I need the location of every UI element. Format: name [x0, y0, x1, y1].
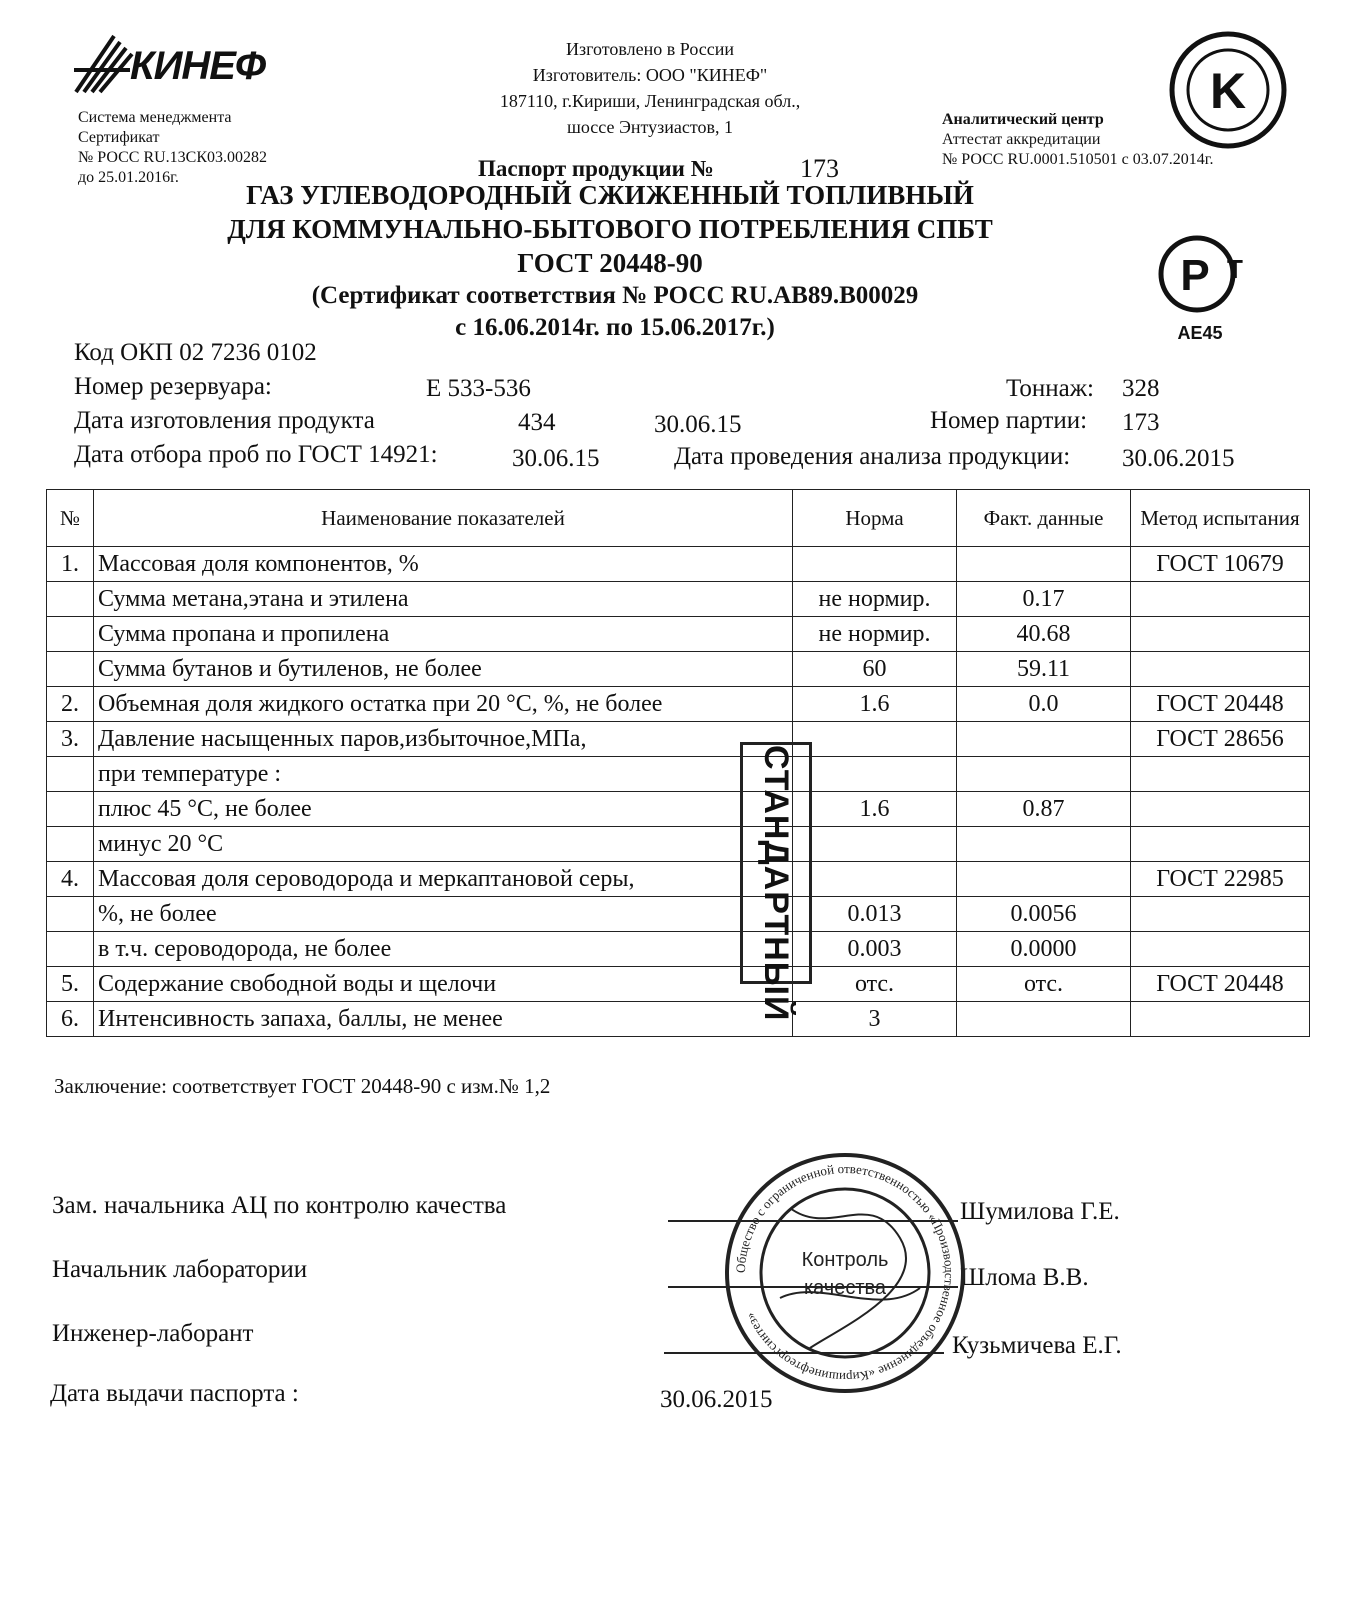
title-line: ДЛЯ КОММУНАЛЬНО-БЫТОВОГО ПОТРЕБЛЕНИЯ СПБТ — [227, 214, 993, 244]
qms-line: до 25.01.2016г. — [78, 169, 179, 186]
row-name: плюс 45 °С, не более — [94, 792, 793, 827]
batch-value: 173 — [1122, 409, 1160, 436]
signature-name: Кузьмичева Е.Г. — [952, 1332, 1122, 1359]
batch-label: Номер партии: — [930, 407, 1088, 434]
quality-indicators-table — [46, 489, 1310, 1037]
row-name: при температуре : — [94, 757, 793, 792]
analysis-date-label: Дата проведения анализа продукции: — [674, 443, 1071, 470]
qms-certificate — [78, 108, 378, 188]
col-header-name: Наименование показателей — [94, 490, 793, 547]
signature-role: Зам. начальника АЦ по контролю качества — [52, 1192, 507, 1219]
mfg-code: 434 — [518, 409, 556, 436]
row-fact: 0.17 — [957, 582, 1131, 617]
table-row — [47, 897, 1310, 932]
table-row — [47, 967, 1310, 1002]
manufacturer-block — [420, 36, 880, 140]
row-method — [1131, 617, 1310, 652]
maker-line: Изготовитель: ООО "КИНЕФ" — [532, 65, 768, 85]
row-method — [1131, 652, 1310, 687]
stamp-center-line-1: Контроль — [801, 1249, 889, 1271]
mfg-date: 30.06.15 — [654, 411, 742, 438]
table-row — [47, 757, 1310, 792]
mfg-date-label: Дата изготовления продукта — [74, 407, 375, 434]
row-name: Интенсивность запаха, баллы, не менее — [94, 1002, 793, 1037]
signature-role: Начальник лаборатории — [52, 1256, 308, 1283]
col-header-number: № — [47, 490, 94, 547]
row-norm: отс. — [793, 967, 957, 1002]
col-header-fact: Факт. данные — [957, 490, 1131, 547]
title-line: ГОСТ 20448-90 — [517, 248, 703, 278]
row-number: 1. — [47, 547, 94, 582]
conclusion: Заключение: соответствует ГОСТ 20448-90 с изм.№ 1,2 — [54, 1074, 551, 1098]
row-norm — [793, 827, 957, 862]
row-fact: 40.68 — [957, 617, 1131, 652]
row-fact — [957, 547, 1131, 582]
stamp-center-line-2: качества — [803, 1277, 887, 1299]
row-number — [47, 932, 94, 967]
row-name: Сумма метана,этана и этилена — [94, 582, 793, 617]
row-norm: не нормир. — [793, 617, 957, 652]
cert-line: с 16.06.2014г. по 15.06.2017г.) — [455, 314, 775, 341]
kinef-logo — [70, 30, 310, 100]
row-name: Объемная доля жидкого остатка при 20 °С, %, не более — [94, 687, 793, 722]
product-title — [170, 178, 1050, 280]
table-row — [47, 687, 1310, 722]
row-number: 6. — [47, 1002, 94, 1037]
row-number: 3. — [47, 722, 94, 757]
row-method — [1131, 582, 1310, 617]
qms-line: № РОСС RU.13СК03.00282 — [78, 149, 268, 166]
row-norm — [793, 722, 957, 757]
svg-text:Общество с ограниченной ответс — [733, 1161, 957, 1385]
table-row — [47, 547, 1310, 582]
pct-code: АЕ45 — [1177, 323, 1223, 343]
lab-line: Аттестат аккредитации — [942, 131, 1101, 148]
row-method: ГОСТ 20448 — [1131, 687, 1310, 722]
col-header-method: Метод испытания — [1131, 490, 1310, 547]
row-number — [47, 757, 94, 792]
row-fact — [957, 862, 1131, 897]
table-row — [47, 792, 1310, 827]
standard-stamp-text: СТАНДАРТНЫЙ — [757, 745, 795, 1022]
row-fact: 0.0 — [957, 687, 1131, 722]
passport-label: Паспорт продукции № — [478, 156, 714, 181]
tonnage-label: Тоннаж: — [1006, 375, 1094, 402]
table-row — [47, 582, 1310, 617]
tank-value: Е 533-536 — [426, 375, 531, 402]
passport-number: 173 — [800, 154, 839, 183]
row-norm: 1.6 — [793, 792, 957, 827]
row-method — [1131, 827, 1310, 862]
row-name: минус 20 °С — [94, 827, 793, 862]
maker-line: Изготовлено в России — [565, 39, 735, 59]
quality-control-stamp — [720, 1148, 970, 1398]
row-name: в т.ч. сероводорода, не более — [94, 932, 793, 967]
row-norm: 60 — [793, 652, 957, 687]
row-name: Содержание свободной воды и щелочи — [94, 967, 793, 1002]
row-fact — [957, 1002, 1131, 1037]
row-fact: отс. — [957, 967, 1131, 1002]
row-norm: 0.003 — [793, 932, 957, 967]
row-method — [1131, 792, 1310, 827]
svg-text:K: K — [1209, 63, 1247, 119]
okp-code: Код ОКП 02 7236 0102 — [74, 339, 317, 366]
conformity-certificate — [180, 280, 1050, 344]
row-number — [47, 582, 94, 617]
row-method — [1131, 932, 1310, 967]
row-method: ГОСТ 28656 — [1131, 722, 1310, 757]
row-number — [47, 897, 94, 932]
pct-mark-icon — [1155, 232, 1255, 342]
row-number: 4. — [47, 862, 94, 897]
row-number — [47, 827, 94, 862]
row-norm — [793, 547, 957, 582]
row-method — [1131, 757, 1310, 792]
row-fact — [957, 827, 1131, 862]
title-line: ГАЗ УГЛЕВОДОРОДНЫЙ СЖИЖЕННЫЙ ТОПЛИВНЫЙ — [246, 180, 974, 210]
accreditation-seal-icon — [1168, 30, 1288, 150]
row-number — [47, 617, 94, 652]
tonnage-value: 328 — [1122, 375, 1160, 402]
row-name: Давление насыщенных паров,избыточное,МПа, — [94, 722, 793, 757]
lab-line: № РОСС RU.0001.510501 с 03.07.2014г. — [942, 151, 1214, 168]
table-row — [47, 617, 1310, 652]
row-fact — [957, 722, 1131, 757]
svg-text:Т: Т — [1227, 254, 1243, 284]
logo-text: КИНЕФ — [130, 44, 266, 88]
table-header-row — [47, 490, 1310, 547]
row-number: 5. — [47, 967, 94, 1002]
table-row — [47, 722, 1310, 757]
signature-name: Шумилова Г.Е. — [960, 1198, 1120, 1225]
row-fact — [957, 757, 1131, 792]
row-method — [1131, 1002, 1310, 1037]
table-row — [47, 1002, 1310, 1037]
row-method: ГОСТ 20448 — [1131, 967, 1310, 1002]
stamp-outer-text: Общество с ограниченной ответственностью «Производственное объединение «Киришинефтеоргсинтез» — [732, 1160, 958, 1386]
cert-line: (Сертификат соответствия № РОСС RU.АВ89.В00029 — [311, 282, 919, 309]
signature-name: Шлома В.В. — [960, 1264, 1089, 1291]
row-number — [47, 652, 94, 687]
row-name: Массовая доля компонентов, % — [94, 547, 793, 582]
table-row — [47, 862, 1310, 897]
maker-line: 187110, г.Кириши, Ленинградская обл., — [499, 91, 801, 111]
row-fact: 59.11 — [957, 652, 1131, 687]
row-name: Сумма пропана и пропилена — [94, 617, 793, 652]
row-number — [47, 792, 94, 827]
row-norm: 3 — [793, 1002, 957, 1037]
row-norm: 1.6 — [793, 687, 957, 722]
tank-label: Номер резервуара: — [74, 373, 272, 400]
row-fact: 0.0000 — [957, 932, 1131, 967]
table-row — [47, 827, 1310, 862]
lab-line: Аналитический центр — [942, 111, 1104, 128]
row-norm — [793, 757, 957, 792]
row-name: %, не более — [94, 897, 793, 932]
standard-stamp — [740, 742, 812, 1022]
sample-date: 30.06.15 — [512, 445, 600, 472]
row-name: Массовая доля сероводорода и меркаптановой серы, — [94, 862, 793, 897]
table-row — [47, 652, 1310, 687]
row-method: ГОСТ 10679 — [1131, 547, 1310, 582]
row-method — [1131, 897, 1310, 932]
maker-line: шоссе Энтузиастов, 1 — [567, 117, 733, 137]
row-norm: не нормир. — [793, 582, 957, 617]
svg-text:Р: Р — [1180, 251, 1210, 300]
signature-role: Инженер-лаборант — [52, 1320, 254, 1347]
row-number: 2. — [47, 687, 94, 722]
qms-line: Сертификат — [78, 129, 160, 146]
row-name: Сумма бутанов и бутиленов, не более — [94, 652, 793, 687]
sample-date-label: Дата отбора проб по ГОСТ 14921: — [74, 441, 438, 468]
row-fact: 0.0056 — [957, 897, 1131, 932]
row-method: ГОСТ 22985 — [1131, 862, 1310, 897]
table-row — [47, 932, 1310, 967]
qms-line: Система менеджмента — [78, 109, 232, 126]
col-header-norm: Норма — [793, 490, 957, 547]
issue-date-label: Дата выдачи паспорта : — [50, 1380, 299, 1407]
analysis-date: 30.06.2015 — [1122, 445, 1235, 472]
row-norm — [793, 862, 957, 897]
row-norm: 0.013 — [793, 897, 957, 932]
issue-date: 30.06.2015 — [660, 1386, 773, 1413]
row-fact: 0.87 — [957, 792, 1131, 827]
